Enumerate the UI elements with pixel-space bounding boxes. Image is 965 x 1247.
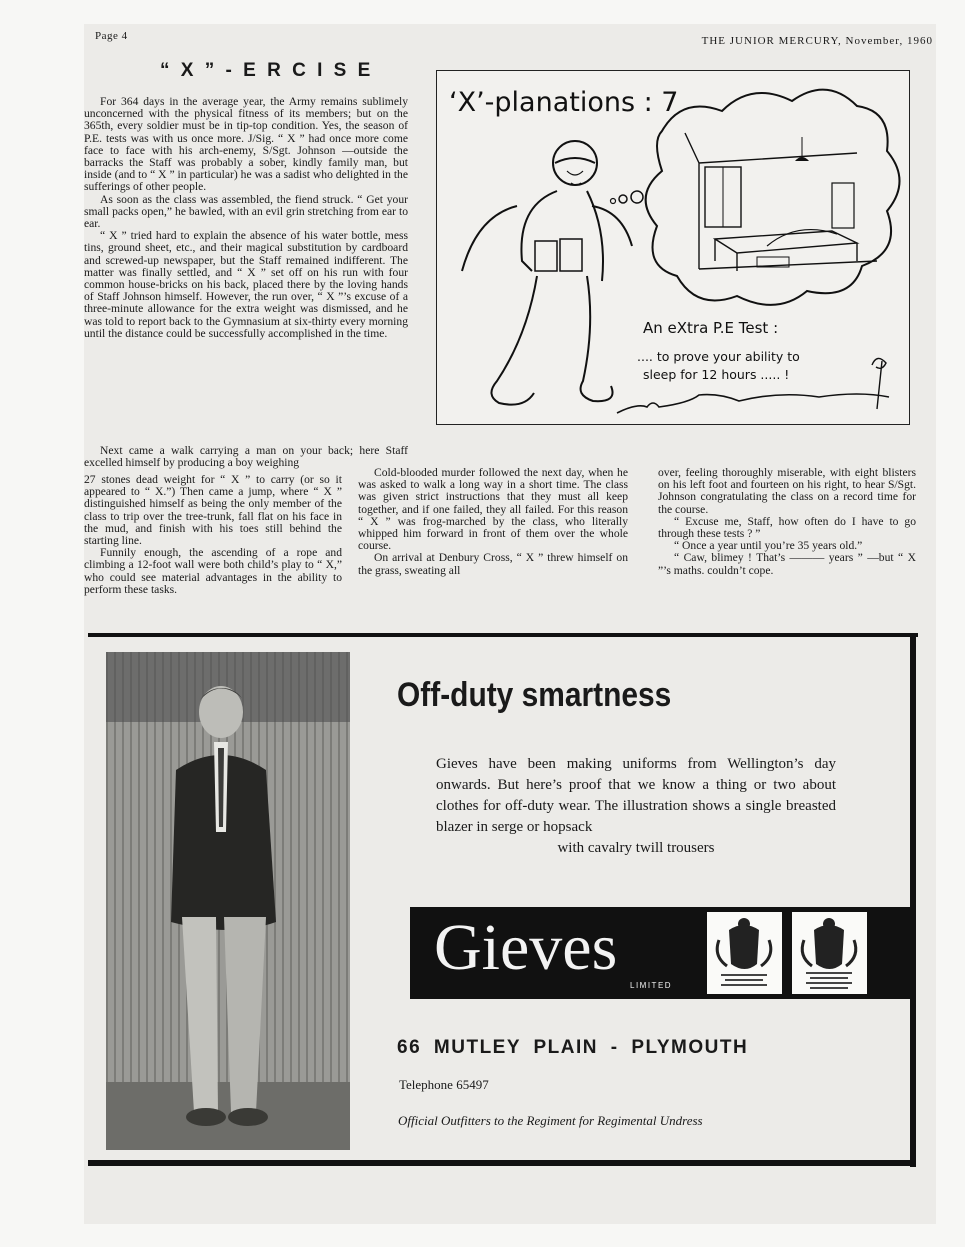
ad-body (436, 754, 836, 859)
soldier-face (567, 171, 583, 185)
dream-cloud (646, 90, 900, 305)
article-paragraph: Cold-blooded murder followed the next day, when he was asked to walk a long way in a short time. The class was given strict instructions that they must all keep together, and if one failed, they all failed. For this reason “ X ” was frog-marched by the class, who literally whipped him forward in front of them over the whole course. (358, 466, 628, 553)
ad-body-text: with cavalry twill trousers (557, 840, 715, 856)
ad-address: 66 MUTLEY PLAIN - PLYMOUTH (397, 1037, 749, 1058)
article-paragraph: On arrival at Denbury Cross, “ X ” threw himself on the grass, sweating all (358, 551, 628, 577)
cartoon-caption-line: sleep for 12 hours ..... ! (643, 367, 790, 382)
cartoon-panel (436, 70, 910, 425)
royal-warrant-crest-icon (792, 912, 867, 994)
ad-photo (106, 652, 350, 1150)
cartoon-title: ‘X’-planations : 7 (449, 87, 679, 118)
blazer-model-photo (106, 652, 350, 1150)
article-paragraph: As soon as the class was assembled, the fiend struck. “ Get your small packs open,” he bawled, with an evil grin stretching from ear to ear. (84, 192, 408, 231)
article-column-1 (84, 96, 408, 340)
article-paragraph: Next came a walk carrying a man on your back; here Staff excelled himself by producing a boy weighing (84, 444, 408, 470)
ad-telephone: Telephone 65497 (399, 1077, 489, 1092)
ad-border (88, 633, 918, 637)
brand-logo-sub: LIMITED (630, 981, 673, 990)
ad-body-text: Gieves have been making uniforms from Wellington’s day onwards. But here’s proof that we know a thing or two about clothes for off-duty wear. The illustration shows a single breasted blazer in serge or hopsack (436, 756, 836, 835)
article-title: “ X ” - E R C I S E (160, 60, 374, 81)
article-paragraph: over, feeling thoroughly miserable, with eight blisters on his left foot and fourteen on his right, to hear S/Sgt. Johnson congratulating the class on a record time for the course. (658, 466, 916, 516)
article-column-1-narrow (84, 474, 342, 596)
soldier-arms (462, 206, 632, 271)
cartoon-caption-title: An eXtra P.E Test : (643, 319, 779, 337)
ad-headline: Off-duty smartness (397, 676, 672, 714)
article-column-2 (358, 467, 628, 577)
flower-icon (872, 358, 886, 409)
ad-border (88, 1160, 916, 1166)
soldier-body (521, 191, 603, 281)
soldier-helmet (553, 141, 597, 185)
royal-warrant-crest-icon (707, 912, 782, 994)
masthead: THE JUNIOR MERCURY, November, 1960 (701, 35, 933, 47)
article-paragraph: “ X ” tried hard to explain the absence of his water bottle, mess tins, ground sheet, etc., and their magical substitution by cardboard and screwed-up newspaper, but the Staff remained indifferent. The matter was finally settled, and “ X ” set off on his run with four common house-bricks on his back, placed there by the loving hands of Staff Johnson himself. However, the run over, “ X ”’s excuse of a three-minute allowance for the extra weight was dismissed, and he was told to report back to the Gymnasium at six-thirty every morning until the distance could be successfully accomplished in the time. (84, 229, 408, 340)
cartoon-caption-line: .... to prove your ability to (637, 349, 800, 364)
ad-tagline: Official Outfitters to the Regiment for Regimental Undress (398, 1113, 703, 1128)
ammo-pouch (560, 239, 582, 271)
radiator (832, 183, 854, 228)
ad-border (910, 635, 916, 1167)
article-column-1-wide (84, 445, 408, 469)
cartoon-drawing (437, 71, 909, 424)
room-walls (685, 133, 877, 269)
article-paragraph: 27 stones dead weight for “ X ” to carry (or so it appeared to “ X.”) Then came a jump, where “ X ” distinguished himself as being the only member of the class to trip over the tree-trunk, fall flat on his face in the mud, and finish with his toes still behind the starting line. (84, 473, 342, 548)
article-paragraph: Funnily enough, the ascending of a rope and climbing a 12-foot wall were both child’s play to “ X,” who could see material advantages in the ability to perform these tasks. (84, 546, 342, 596)
ground-line (617, 394, 889, 413)
ammo-pouch (535, 241, 557, 271)
brand-logo: Gieves (434, 911, 618, 984)
article-paragraph: For 364 days in the average year, the Army remains sublimely unconcerned with the physical fitness of its members; but on the 365th, every soldier must be in tip-top condition. Yes, the season of P.E. tests was with us once more. J/Sig. “ X ” had once more come face to face with his arch-enemy, S/Sgt. Johnson —outside the barracks the Staff was probably a sober, kindly family man, but inside (and to “ X ” in particular) he was a sadist who delighted in the sufferings of other people. (84, 95, 408, 194)
article-column-3 (658, 467, 916, 577)
soldier-legs (491, 276, 612, 405)
thought-bubble (619, 195, 627, 203)
article-paragraph: “ Once a year until you’re 35 years old.” (674, 539, 863, 553)
article-paragraph: “ Caw, blimey ! That’s ——— years ” —but “ X ”’s maths. couldn’t cope. (658, 551, 916, 577)
thought-bubble (611, 199, 616, 204)
page-number: Page 4 (95, 30, 128, 42)
thought-bubble (631, 191, 643, 203)
article-paragraph: “ Excuse me, Staff, how often do I have to go through these tests ? ” (658, 514, 916, 541)
